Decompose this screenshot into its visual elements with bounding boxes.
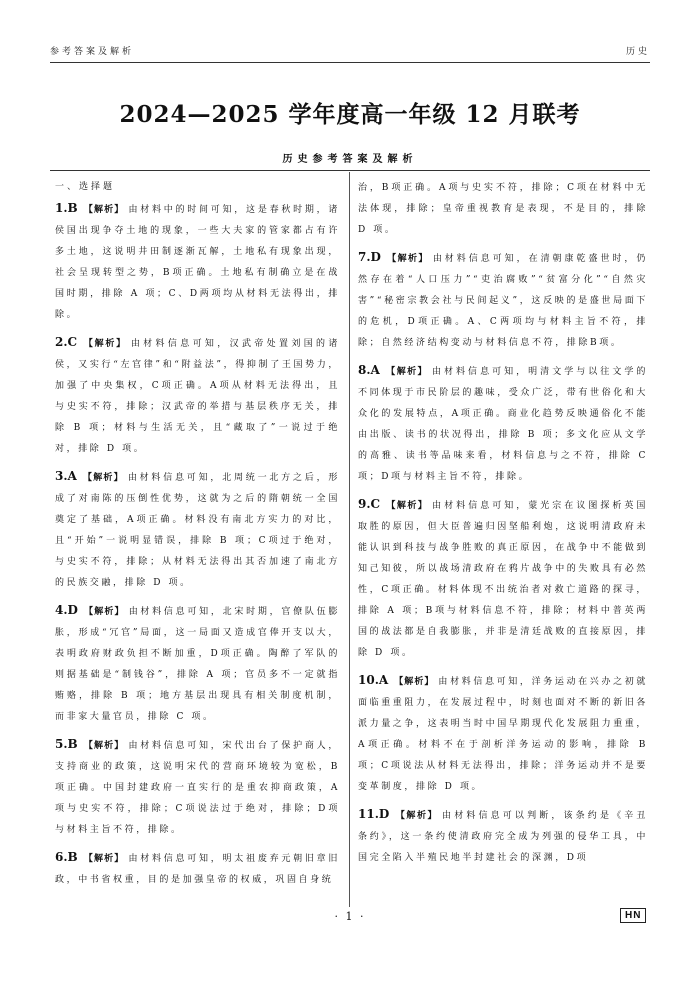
right-column xyxy=(358,178,648,875)
answer-list-left xyxy=(55,198,340,891)
analysis-text: 由材料信息可知，北周统一北方之后，形成了对南陈的压倒性优势，这就为之后的隋朝统一全国奠定了基础，A项正确。材料没有南北方实力的对比，且“开始”一说明显错误，排除 B 项；C项过于绝对，与史实不符，排除；从材料无法得出其否加速了南北方的民族交融，排除 D 项。 xyxy=(55,473,340,588)
question-number: 5.B xyxy=(55,737,78,751)
question-number: 4.D xyxy=(55,603,78,617)
question-number: 1.B xyxy=(55,201,78,215)
answer-item xyxy=(358,178,648,241)
answer-item xyxy=(55,198,340,326)
header-rule xyxy=(50,62,650,63)
question-number: 11.D xyxy=(358,807,390,821)
analysis-text: 由材料中的时间可知，这是春秋时期，诸侯国出现争夺土地的现象，一些大夫家的管家都占有许多土地，这说明井田制逐渐瓦解，土地私有现象出现，社会呈现转型之势，B项正确。土地私有制确立是在战国时期，排除 A 项；C、D两项均从材料无法得出，排除。 xyxy=(55,205,340,320)
answer-item xyxy=(358,670,648,798)
analysis-text: 由材料信息可知，在清朝康乾盛世时，仍然存在着“人口压力”“吏治腐败”“贫富分化”“自然灾害”“秘密宗教会社与民间起义”，这反映的是盛世局面下的危机，D项正确。A、C两项均与材料主旨不符，排除；自然经济结构变动与材料信息不符，排除B项。 xyxy=(358,254,648,348)
analysis-tag: 【解析】 xyxy=(386,254,429,264)
left-column xyxy=(55,178,340,897)
analysis-text: 治，B项正确。A项与史实不符，排除；C项在材料中无法体现，排除；皇帝重视教育是表现，不是目的，排除 D 项。 xyxy=(358,183,648,235)
analysis-text: 由材料信息可知，宋代出台了保护商人，支持商业的政策，这说明宋代的营商环境较为宽松，B项正确。中国封建政府一直实行的是重农抑商政策，A项与史实不符，排除；C项说法过于绝对，排除；D项与材料主旨不符，排除。 xyxy=(55,741,340,835)
analysis-text: 由材料信息可以判断，该条约是《辛丑条约》，这一条约使清政府完全成为列强的侵华工具，中国完全陷入半殖民地半封建社会的深渊，D项 xyxy=(358,811,648,863)
question-number: 9.C xyxy=(358,497,381,511)
question-number: 8.A xyxy=(358,363,380,377)
analysis-tag: 【解析】 xyxy=(386,501,429,511)
analysis-tag: 【解析】 xyxy=(83,339,127,349)
answer-item xyxy=(55,466,340,594)
answer-item xyxy=(55,734,340,841)
analysis-text: 由材料信息可知，明太祖废弃元朝旧章旧政，中书省权重，目的是加强皇帝的权威，巩固自身统 xyxy=(55,854,340,885)
running-header xyxy=(50,44,650,62)
page-subtitle: 历史参考答案及解析 xyxy=(282,154,418,165)
analysis-text: 由材料信息可知，蒙光宗在议图探析英国取胜的原因，但大臣普遍归因坚船利炮，这说明清政府未能认识到科技与战争胜败的真正原因，在战争中不能做到知己知彼，所以战场清政府在鸦片战争中的失败具有必然性，C项正确。材料体现不出统治者对救亡道路的探寻，排除 A 项；B项与材料信息不符，排除；材料中普英两国的战法都是自我膨胀，并非是清廷战败的直接原因，排除 D 项。 xyxy=(358,501,648,658)
analysis-tag: 【解析】 xyxy=(83,607,125,617)
analysis-tag: 【解析】 xyxy=(385,367,428,377)
question-number: 3.A xyxy=(55,469,77,483)
page-number: · 1 · xyxy=(334,910,366,923)
answer-item xyxy=(358,247,648,354)
answer-item xyxy=(55,600,340,728)
section-rule xyxy=(50,170,650,171)
question-number: 2.C xyxy=(55,335,78,349)
answer-item xyxy=(358,804,648,869)
analysis-text: 由材料信息可知，明清文学与以往文学的不同体现于市民阶层的趣味，受众广泛，带有世俗化和大众化的发展特点，A项正确。商业化趋势反映通俗化不能由出版、读书的状况得出，排除 B 项；多文化应从文学的高雅、读书等品味来看，材料信息与之不符，排除 C 项；D项与材料主旨不符，排除。 xyxy=(358,367,648,482)
page-title: 2024—2025 学年度高一年级 12 月联考 xyxy=(119,101,581,128)
analysis-tag: 【解析】 xyxy=(83,741,125,751)
section-heading: 一、选择题 xyxy=(55,182,116,192)
answer-item xyxy=(358,494,648,664)
analysis-tag: 【解析】 xyxy=(83,205,125,215)
answer-item xyxy=(55,847,340,891)
analysis-text: 由材料信息可知，洋务运动在兴办之初就面临重重阻力，在发展过程中，时刻也面对不断的新旧各派力量之争，这表明当时中国早期现代化发展阻力重重，A项正确。材料不在于剖析洋务运动的影响，排除 B 项；C项说法从材料无法得出，排除；洋务运动并不是要变革制度，排除 D 项。 xyxy=(358,677,648,792)
question-number: 7.D xyxy=(358,250,381,264)
analysis-tag: 【解析】 xyxy=(82,473,124,483)
analysis-text: 由材料信息可知，北宋时期，官僚队伍膨胀，形成“冗官”局面，这一局面又造成官俸开支以大，表明政府财政负担不断加重，D项正确。陶醉了军队的则据基础是“制钱谷”，排除 A 项；官员多不一定就指贿赂，排除 B 项；地方基层出现具有相关制度机制，而非家大量官员，排除 C 项。 xyxy=(55,607,340,722)
answer-item xyxy=(358,360,648,488)
answer-item xyxy=(55,332,340,460)
analysis-tag: 【解析】 xyxy=(83,854,125,864)
column-divider xyxy=(349,172,350,907)
region-badge: HN xyxy=(620,908,646,923)
analysis-tag: 【解析】 xyxy=(394,677,435,687)
question-number: 10.A xyxy=(358,673,389,687)
analysis-text: 由材料信息可知，汉武帝处置刘国的诸侯，又实行“左官律”和“附益法”，得抑制了王国势力，加强了中央集权，C项正确。A项从材料无法得出，且与史实不符，排除；汉武帝的举措与基层秩序无关，排除 B 项；材料与生活无关，且“藏取了”一说过于绝对，排除 D 项。 xyxy=(55,339,340,454)
answer-list-right xyxy=(358,178,648,869)
question-number: 6.B xyxy=(55,850,78,864)
header-right: 历史 xyxy=(625,47,650,57)
header-left: 参考答案及解析 xyxy=(50,47,135,57)
analysis-tag: 【解析】 xyxy=(395,811,439,821)
